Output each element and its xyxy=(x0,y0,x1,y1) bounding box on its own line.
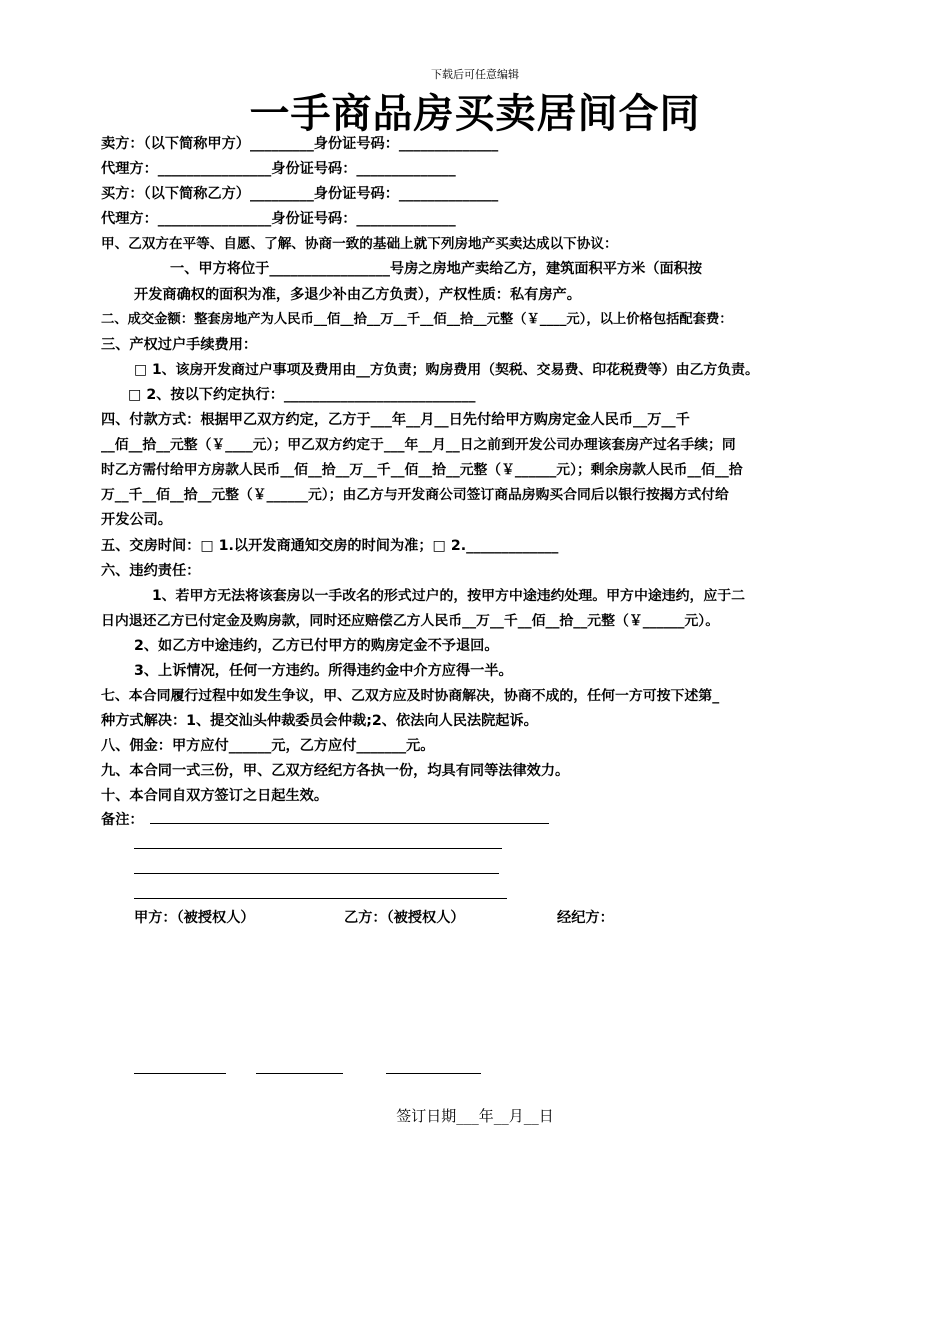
clause-4-line-5: 开发公司。 xyxy=(101,512,172,528)
clause-9: 九、本合同一式三份，甲、乙双方经纪方各执一份，均具有同等法律效力。 xyxy=(101,763,570,779)
clause-8: 八、佣金：甲方应付______元，乙方应付_______元。 xyxy=(101,738,435,754)
seller-line: 卖方：（以下简称甲方）_________身份证号码：______________ xyxy=(101,136,499,152)
clause-3-option-2: □ 2、按以下约定执行：___________________________ xyxy=(128,387,476,403)
party-b-signature-line xyxy=(256,1073,343,1074)
contract-title: 一手商品房买卖居间合同 xyxy=(249,91,701,137)
clause-1-line-2: 开发商确权的面积为准，多退少补由乙方负责），产权性质：私有房产。 xyxy=(134,287,581,303)
buyer-line: 买方：（以下简称乙方）_________身份证号码：______________ xyxy=(101,186,499,202)
clause-6-heading: 六、违约责任： xyxy=(101,563,201,579)
clause-7-line-1: 七、本合同履行过程中如发生争议，甲、乙双方应及时协商解决，协商不成的，任何一方可按下述第_ xyxy=(101,688,720,704)
signing-date: 签订日期___年__月__日 xyxy=(396,1107,554,1125)
party-a-signature-label: 甲方：（被授权人） xyxy=(134,910,255,926)
party-b-signature-label: 乙方：（被授权人） xyxy=(344,910,465,926)
remarks-blank-line xyxy=(150,823,549,824)
clause-6-item-1-line-1: 1、若甲方无法将该套房以一手改名的形式过户的，按甲方中途违约处理。甲方中途违约，应于二 xyxy=(152,588,746,604)
clause-7-line-2: 种方式解决：1、提交汕头仲裁委员会仲裁;2、依法向人民法院起诉。 xyxy=(101,713,538,729)
clause-1-line-1: 一、甲方将位于_________________号房之房地产卖给乙方，建筑面积平方米（面积按 xyxy=(170,261,703,277)
remarks-blank-line xyxy=(134,898,507,899)
agreement-intro: 甲、乙双方在平等、自愿、了解、协商一致的基础上就下列房地产买卖达成以下协议： xyxy=(101,236,618,252)
party-a-signature-line xyxy=(134,1073,226,1074)
clause-5: 五、交房时间：□ 1.以开发商通知交房的时间为准；□ 2._____________ xyxy=(101,538,559,554)
clause-6-item-3: 3、上诉情况，任何一方违约。所得违约金中介方应得一半。 xyxy=(134,663,513,679)
clause-10: 十、本合同自双方签订之日起生效。 xyxy=(101,788,329,804)
clause-4-line-3: 时乙方需付给甲方房款人民币__佰__拾__万__千__佰__拾__元整（￥______元）；剩余房款人民币__佰__拾 xyxy=(101,462,743,478)
clause-4-line-2: __佰__拾__元整（￥____元）；甲乙双方约定于___年__月__日之前到开发公司办理该套房产过名手续；同 xyxy=(101,437,736,453)
clause-6-item-1-line-2: 日内退还乙方已付定金及购房款，同时还应赔偿乙方人民币__万__千__佰__拾__元整（￥______元）。 xyxy=(101,613,720,629)
download-note: 下载后可任意编辑 xyxy=(431,68,519,81)
agent-signature-label: 经纪方： xyxy=(557,910,614,926)
remarks-blank-line xyxy=(134,873,499,874)
agent-signature-line xyxy=(386,1073,481,1074)
remarks-blank-line xyxy=(134,848,502,849)
clause-4-line-1: 四、付款方式：根据甲乙双方约定，乙方于___年__月__日先付给甲方购房定金人民币__万__千 xyxy=(101,412,690,428)
clause-3-heading: 三、产权过户手续费用： xyxy=(101,337,258,353)
remarks-label: 备注： xyxy=(101,812,144,828)
clause-2: 二、成交金额：整套房地产为人民币__佰__拾__万__千__佰__拾__元整（￥____元），以上价格包括配套费： xyxy=(101,312,733,327)
clause-3-option-1: □ 1、该房开发商过户事项及费用由__方负责；购房费用（契税、交易费、印花税费等）由乙方负责。 xyxy=(134,362,759,378)
clause-4-line-4: 万__千__佰__拾__元整（￥______元）；由乙方与开发商公司签订商品房购买合同后以银行按揭方式付给 xyxy=(101,487,729,503)
clause-6-item-2: 2、如乙方中途违约，乙方已付甲方的购房定金不予退回。 xyxy=(134,638,499,654)
seller-agent-line: 代理方：________________身份证号码：______________ xyxy=(101,161,456,177)
buyer-agent-line: 代理方：________________身份证号码：______________ xyxy=(101,211,456,227)
